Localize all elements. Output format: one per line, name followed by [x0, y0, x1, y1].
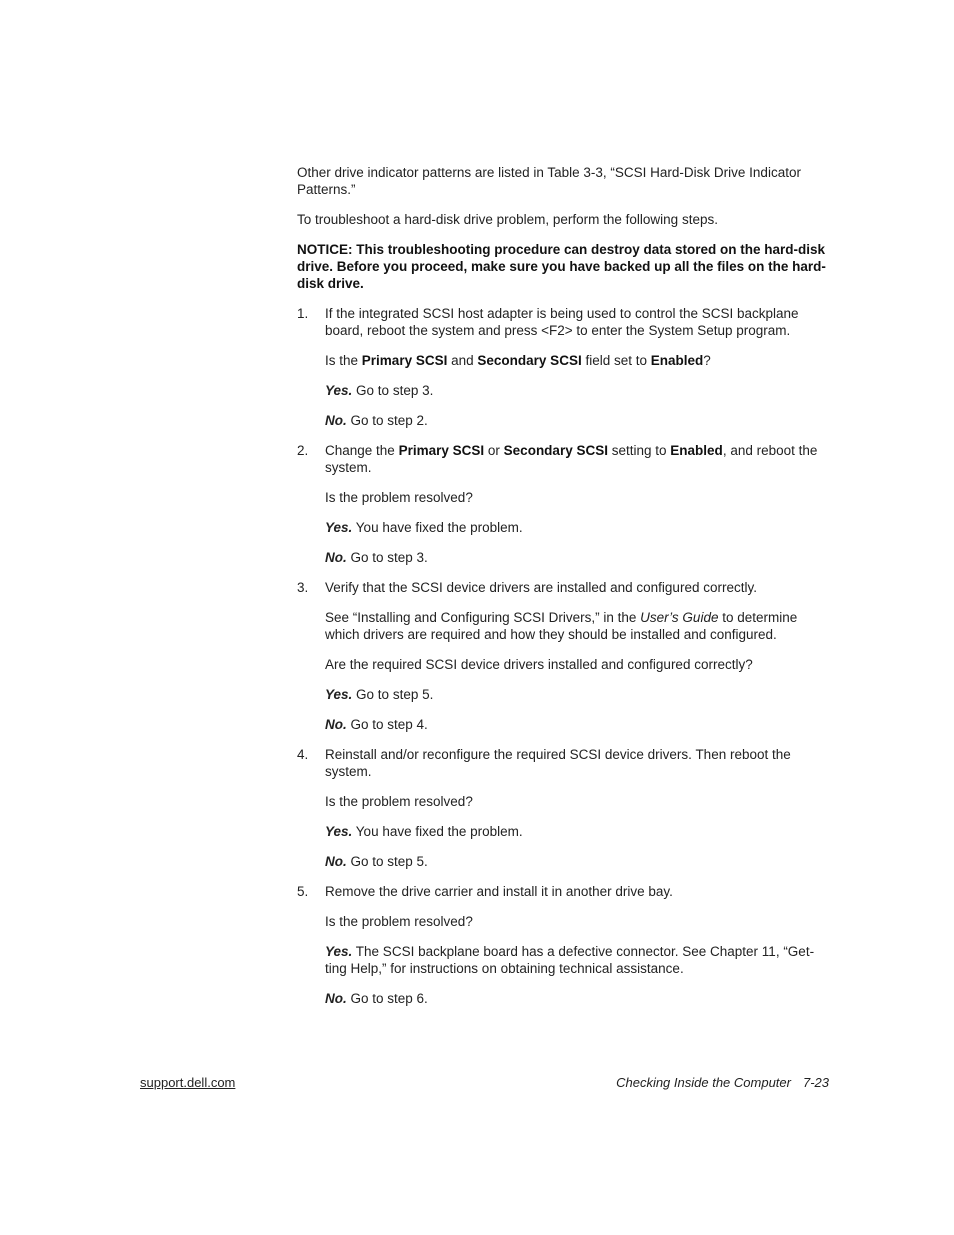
step-text: Change the Primary SCSI or Secondary SCSI setting to Enabled, and reboot the system. [325, 443, 818, 475]
step-1-question: Is the Primary SCSI and Secondary SCSI field set to Enabled? [325, 353, 711, 368]
step-3-question: Are the required SCSI device drivers installed and configured correctly? [325, 657, 753, 672]
chapter-title: Checking Inside the Computer [616, 1075, 791, 1090]
step-2 [297, 442, 829, 476]
step-2-question: Is the problem resolved? [325, 490, 473, 505]
step-text: If the integrated SCSI host adapter is being used to control the SCSI backplane board, reboot the system and press <F2> to enter the System Setup program. [325, 306, 799, 338]
intro-paragraph-2: To troubleshoot a hard-disk drive problem, perform the following steps. [297, 212, 718, 227]
step-number: 3. [297, 580, 309, 595]
step-4-yes: Yes. You have fixed the problem. [325, 824, 523, 839]
step-3-see: See “Installing and Configuring SCSI Drivers,” in the User’s Guide to determine which drivers are required and how they should be installed and configured. [325, 610, 798, 642]
step-3-yes: Yes. Go to step 5. [325, 687, 434, 702]
step-4-question: Is the problem resolved? [325, 794, 473, 809]
step-number: 1. [297, 306, 309, 321]
step-5-yes: Yes. The SCSI backplane board has a defective connector. See Chapter 11, “Get-ting Help,” for instructions on obtaining technical assistance. [325, 944, 815, 976]
notice-paragraph: NOTICE: This troubleshooting procedure can destroy data stored on the hard-disk drive. Before you proceed, make sure you have backed up all the files on the hard-disk drive. [297, 242, 826, 291]
page-body [297, 164, 829, 1020]
step-1-no: No. Go to step 2. [325, 413, 428, 428]
step-4 [297, 746, 829, 780]
support-link[interactable]: support.dell.com [140, 1075, 236, 1090]
step-text: Reinstall and/or reconfigure the required SCSI device drivers. Then reboot the system. [325, 747, 791, 779]
step-text: Verify that the SCSI device drivers are installed and configured correctly. [325, 580, 757, 595]
step-2-yes: Yes. You have fixed the problem. [325, 520, 523, 535]
step-5 [297, 883, 829, 900]
step-5-no: No. Go to step 6. [325, 991, 428, 1006]
step-number: 4. [297, 747, 309, 762]
step-text: Remove the drive carrier and install it in another drive bay. [325, 884, 673, 899]
step-2-no: No. Go to step 3. [325, 550, 428, 565]
step-number: 2. [297, 443, 309, 458]
step-1 [297, 305, 829, 339]
intro-paragraph: Other drive indicator patterns are listed in Table 3-3, “SCSI Hard-Disk Drive Indicator Patterns.” [297, 165, 801, 197]
step-4-no: No. Go to step 5. [325, 854, 428, 869]
step-3-no: No. Go to step 4. [325, 717, 428, 732]
step-number: 5. [297, 884, 309, 899]
step-5-question: Is the problem resolved? [325, 914, 473, 929]
page-footer [616, 1074, 829, 1091]
step-3 [297, 579, 829, 596]
step-1-yes: Yes. Go to step 3. [325, 383, 434, 398]
page-number: 7-23 [802, 1075, 829, 1090]
